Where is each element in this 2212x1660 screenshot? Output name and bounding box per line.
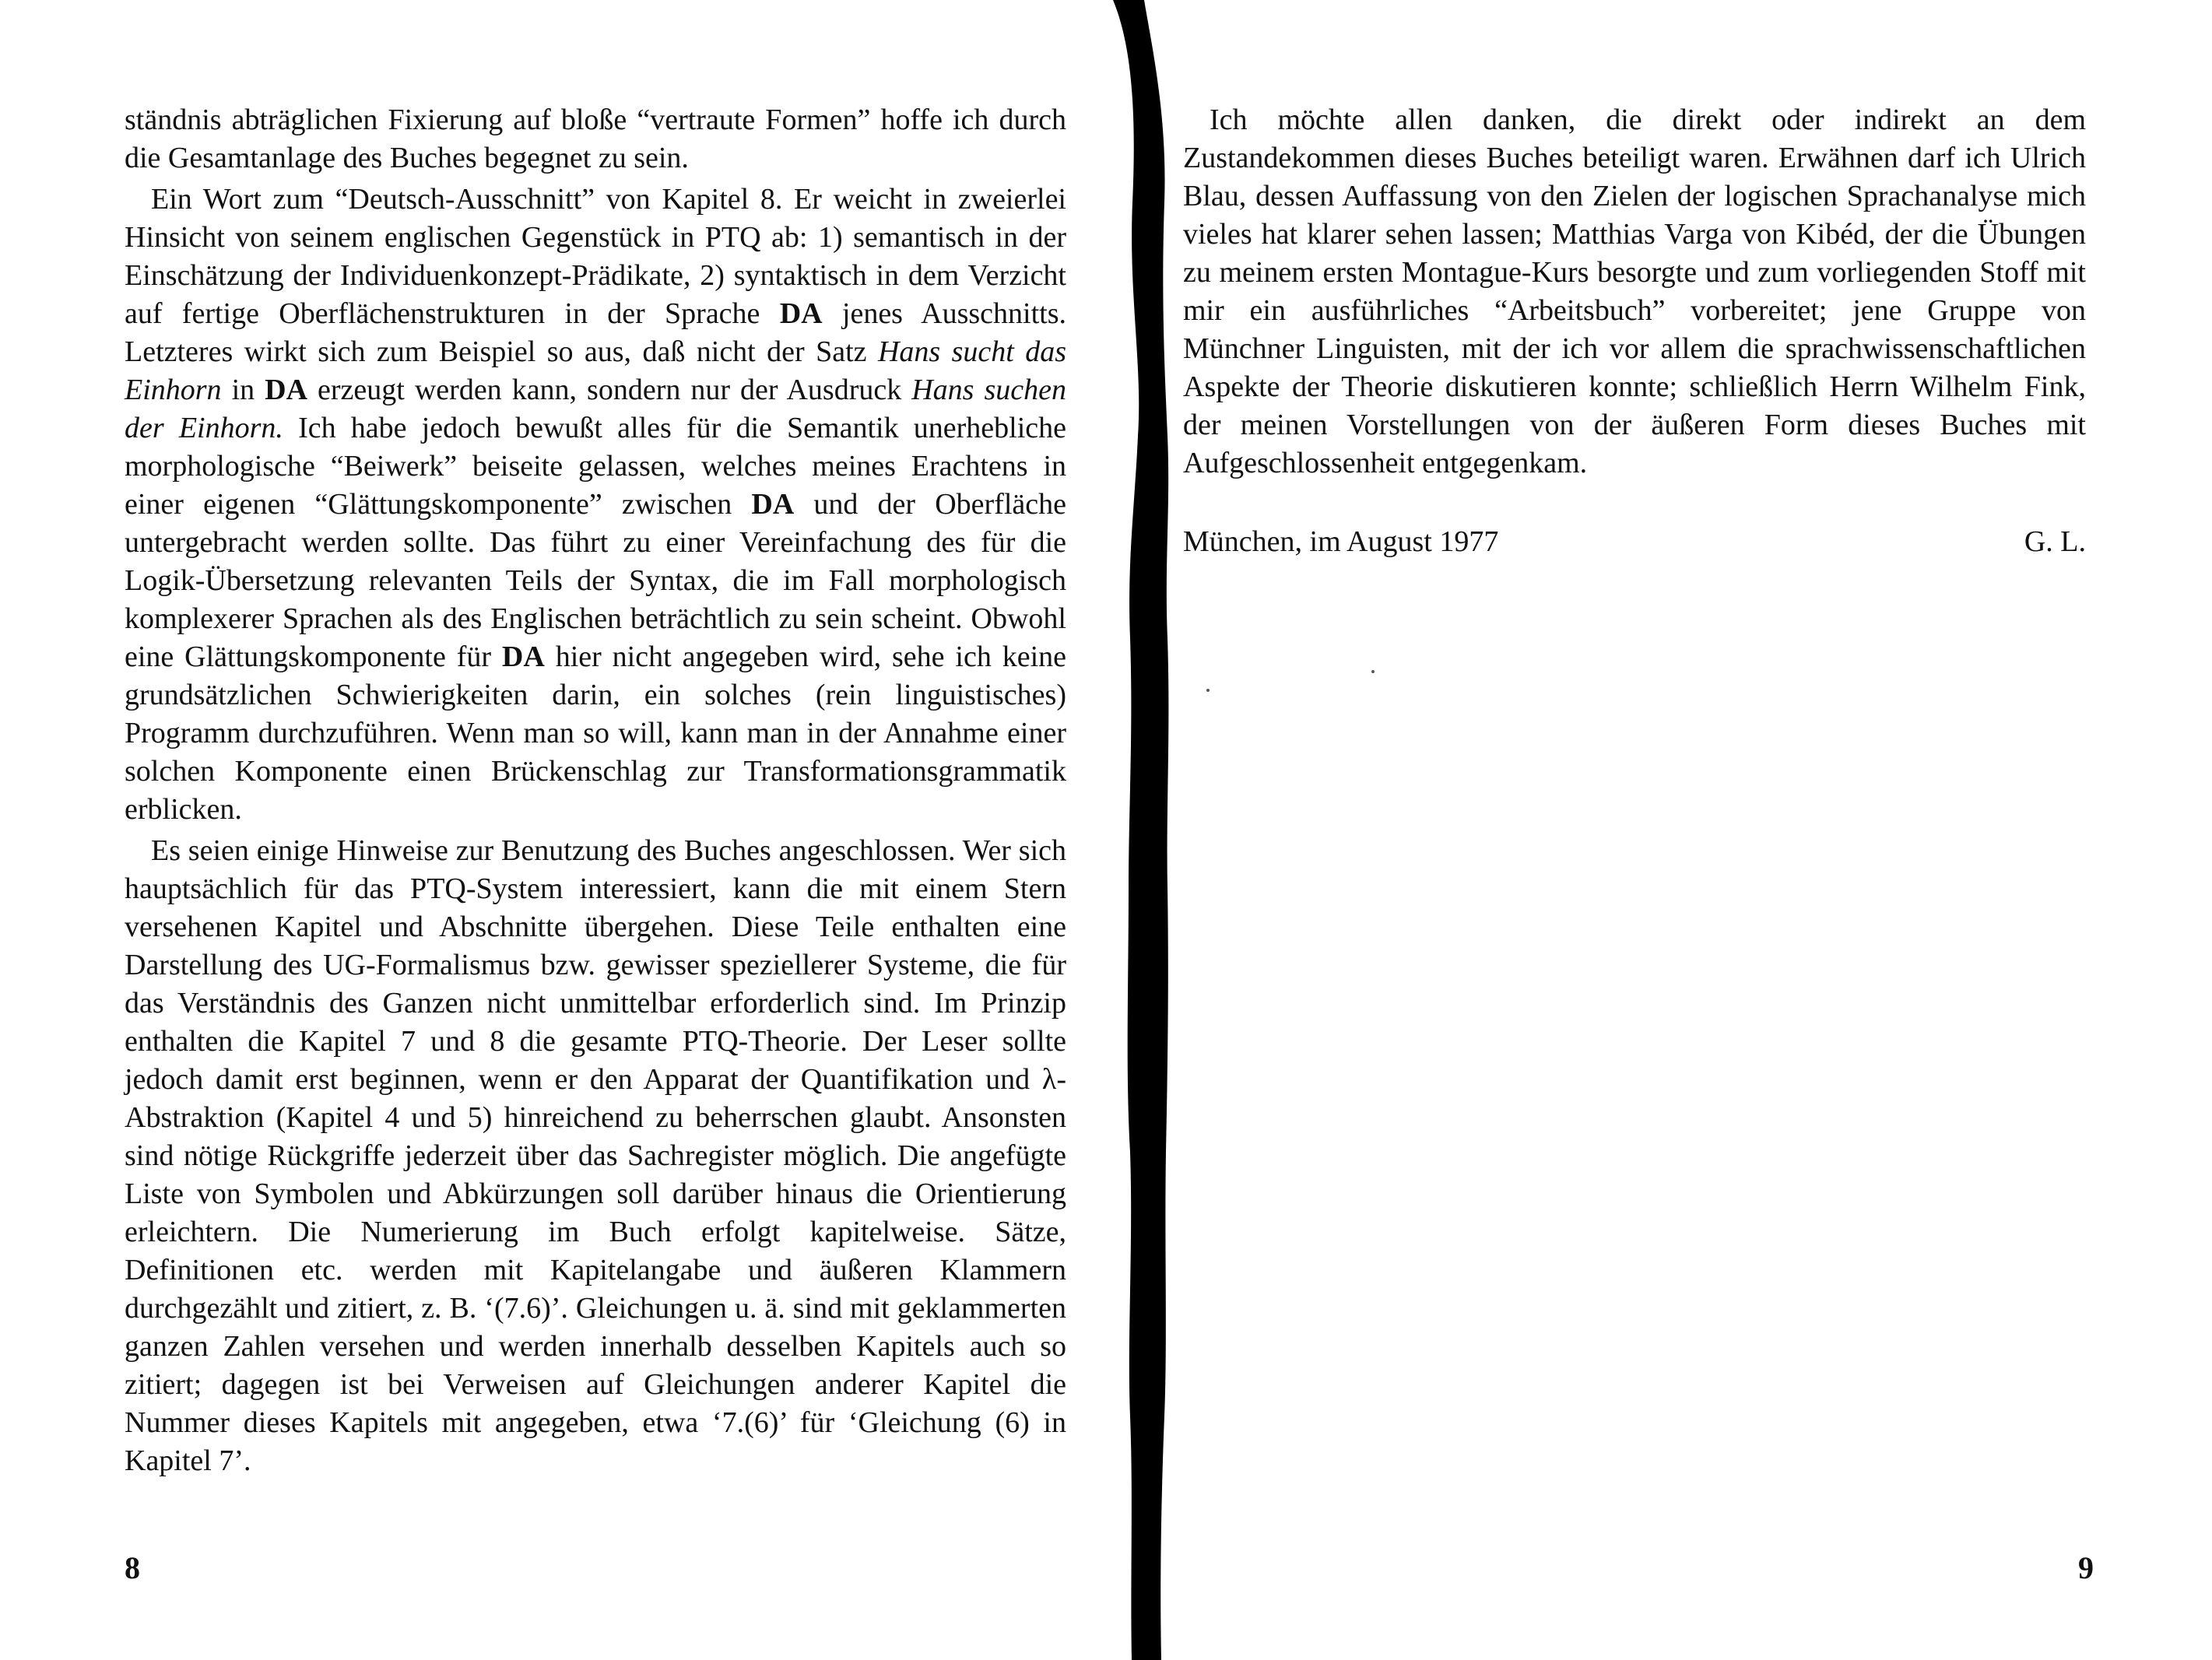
text-run: Ein Wort zum “Deutsch-Ausschnitt” von Kapitel 8. Er weicht in zweierlei Hinsicht von seinem englischen Gegenstück in PTQ ab: 1) semantisch in der Einschätzung der Individuenkonzept-Prädikate, 2) syntaktisch in dem Verzicht auf fertige Oberflächenstrukturen in der Sprache	[125, 183, 1066, 330]
left-page	[0, 0, 1105, 1660]
place-date: München, im August 1977	[1183, 525, 1499, 558]
text-run: und der Oberfläche untergebracht werden sollte. Das führt zu einer Vereinfachung des für die Logik-Übersetzung relevanten Teils der Syntax, die im Fall morphologisch komplexerer Sprachen als des Englischen beträchtlich zu sein scheint. Obwohl eine Glättungskomponente für	[125, 488, 1066, 673]
paragraph	[125, 832, 1066, 1480]
text-run: hier nicht angegeben wird, sehe ich keine grundsätzlichen Schwierigkeiten darin, ein solches (rein linguistisches) Programm durchzuführen. Wenn man so will, kann man in der Annahme einer solchen Komponente einen Brückenschlag zur Transformationsgrammatik erblicken.	[125, 640, 1067, 826]
paragraph	[1183, 101, 2086, 483]
text-run: Ich möchte allen danken, die direkt oder indirekt an dem Zustandekommen dieses Buches beteiligt waren. Erwähnen darf ich Ulrich Blau, dessen Auffassung von den Zielen der logischen Sprachanalyse mich vieles hat klarer sehen lassen; Matthias Varga von Kibéd, der die Übungen zu meinem ersten Montague-Kurs besorgte und zum vorliegenden Stoff mit mir ein ausführliches “Arbeitsbuch” vorbereitet; jene Gruppe von Münchner Linguisten, mit der ich vor allem die sprachwissenschaftlichen Aspekte der Theorie diskutieren konnte; schließlich Herrn Wilhelm Fink, der meinen Vorstellungen von der äußeren Form dieses Buches mit Aufgeschlossenheit entgegenkam.	[1183, 104, 2086, 479]
left-page-body	[125, 101, 1066, 1483]
bold-text: DA	[779, 297, 823, 330]
text-run: in	[221, 374, 265, 406]
bold-text: DA	[501, 640, 545, 673]
text-run: ständnis abträglichen Fixierung auf bloße “vertraute Formen” hoffe ich durch die Gesamtanlage des Buches begegnet zu sein.	[125, 104, 1066, 174]
text-run: Es seien einige Hinweise zur Benutzung des Buches angeschlossen. Wer sich hauptsächlich für das PTQ-System interessiert, kann die mit einem Stern versehenen Kapitel und Abschnitte übergehen. Diese Teile enthalten eine Darstellung des UG-Formalismus bzw. gewisser speziellerer Systeme, die für das Verständnis des Ganzen nicht unmittelbar erforderlich sind. Im Prinzip enthalten die Kapitel 7 und 8 die gesamte PTQ-Theorie. Der Leser sollte jedoch damit erst beginnen, wenn er den Apparat der Quantifikation und λ-Abstraktion (Kapitel 4 und 5) hinreichend zu beherrschen glaubt. Ansonsten sind nötige Rückgriffe jederzeit über das Sachregister möglich. Die angefügte Liste von Symbolen und Abkürzungen soll darüber hinaus die Orientierung erleichtern. Die Numerierung im Buch erfolgt kapitelweise. Sätze, Definitionen etc. werden mit Kapitelangabe und äußeren Klammern durchgezählt und zitiert, z. B. ‘(7.6)’. Gleichungen u. ä. sind mit geklammerten ganzen Zahlen versehen und werden innerhalb desselben Kapitels auch so zitiert; dagegen ist bei Verweisen auf Gleichungen anderer Kapitel die Nummer dieses Kapitels mit angegeben, etwa ‘7.(6)’ für ‘Gleichung (6) in Kapitel 7’.	[125, 834, 1066, 1477]
right-page-number: 9	[2078, 1550, 2094, 1585]
right-page-body	[1183, 101, 2086, 486]
italic-text: Hans suchen der Einhorn.	[125, 374, 1066, 444]
right-page	[1144, 0, 2212, 1660]
text-run: jenes Ausschnitts. Letzteres wirkt sich zum Beispiel so aus, daß nicht der Satz	[125, 297, 1067, 368]
paragraph	[125, 181, 1066, 829]
text-run: Ich habe jedoch bewußt alles für die Semantik unerhebliche morphologische “Beiwerk” beiseite gelassen, welches meines Erachtens in einer eigenen “Glättungskomponente” zwischen	[125, 412, 1066, 521]
paragraph	[125, 101, 1066, 177]
signature-line	[1183, 523, 2086, 561]
bold-text: DA	[751, 488, 795, 521]
left-page-number: 8	[125, 1550, 140, 1585]
bold-text: DA	[265, 374, 308, 406]
author-initials: G. L.	[2024, 525, 2086, 558]
italic-text: Hans sucht das Einhorn	[125, 335, 1066, 406]
text-run: erzeugt werden kann, sondern nur der Ausdruck	[307, 374, 912, 406]
